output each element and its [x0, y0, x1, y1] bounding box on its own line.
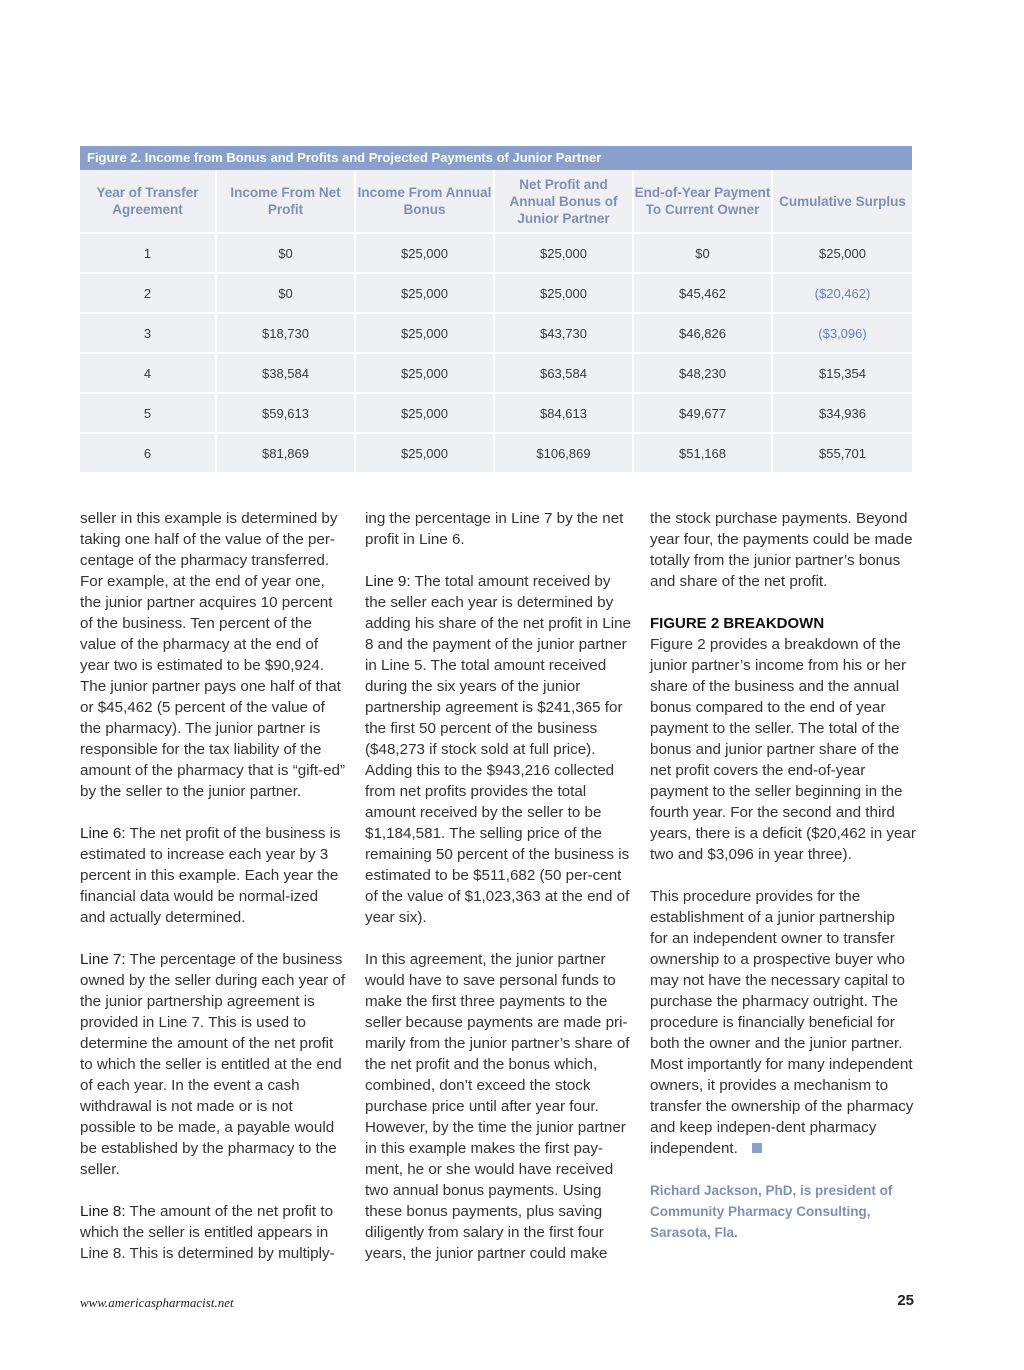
line-8-text: The amount of the net profit to which the seller is entitled appears in Line 8. This is determined by multiply-	[80, 1203, 335, 1262]
cell: 4	[80, 354, 217, 394]
cell: $45,462	[634, 274, 773, 314]
table-row	[80, 274, 912, 314]
cell: $25,000	[356, 234, 495, 274]
cell: 6	[80, 434, 217, 474]
cell: $59,613	[217, 394, 356, 434]
figure-2	[80, 146, 912, 474]
cell: 3	[80, 314, 217, 354]
paragraph: seller in this example is determined by taking one half of the value of the per-centage of the pharmacy transferred. For example, at the end of year one, the junior partner acquires 10 percent of the business. Ten percent of the value of the pharmacy at the end of year two is estimated to be $90,924. The junior partner pays one half of that or $45,462 (5 percent of the value of the pharmacy). The junior partner is responsible for the tax liability of the amount of the pharmacy that is “gift-ed” by the seller to the junior partner.	[80, 510, 346, 800]
line-6-label: Line 6:	[80, 825, 126, 842]
line-9-text: The total amount received by the seller each year is determined by adding his share of the net profit in Line 8 and the payment of the junior partner in Line 5. The total amount received during the six years of the junior partnership agreement is $241,365 for the first 50 percent of the business ($48,273 if stock sold at full price). Adding this to the $943,216 collected from net profits provides the total amount received by the seller to be $1,184,581. The selling price of the remaining 50 percent of the business is estimated to be $511,682 (50 per-cent of the value of $1,023,363 at the end of year six).	[365, 573, 631, 926]
cell-negative: ($3,096)	[773, 314, 912, 354]
cell: $48,230	[634, 354, 773, 394]
cell: $18,730	[217, 314, 356, 354]
cell: $25,000	[356, 314, 495, 354]
cell: $63,584	[495, 354, 634, 394]
cell: $25,000	[356, 434, 495, 474]
header-income-annual-bonus: Income From Annual Bonus	[356, 170, 495, 234]
table-row	[80, 354, 912, 394]
article-column-3	[650, 508, 916, 1243]
page-number: 25	[897, 1292, 914, 1309]
header-year: Year of Transfer Agreement	[80, 170, 217, 234]
header-end-of-year-payment: End-of-Year Payment To Current Owner	[634, 170, 773, 234]
table-row	[80, 234, 912, 274]
table-row	[80, 394, 912, 434]
cell: $106,869	[495, 434, 634, 474]
line-8-label: Line 8:	[80, 1203, 126, 1220]
cell: $49,677	[634, 394, 773, 434]
cell: $25,000	[773, 234, 912, 274]
line-9-label: Line 9:	[365, 573, 411, 590]
header-cumulative-surplus: Cumulative Surplus	[773, 170, 912, 234]
closing-text: This procedure provides for the establishment of a junior partnership for an independent owner to transfer ownership to a prospective buyer who may not have the necessary capital to purchase the pharmacy outright. The procedure is financially beneficial for both the owner and the junior partner. Most importantly for many independent owners, it provides a mechanism to transfer the ownership of the pharmacy and keep indepen-dent pharmacy independent.	[650, 888, 914, 1157]
cell-negative: ($20,462)	[773, 274, 912, 314]
header-net-profit-and-bonus: Net Profit and Annual Bonus of Junior Partner	[495, 170, 634, 234]
cell: $0	[217, 274, 356, 314]
cell: $55,701	[773, 434, 912, 474]
cell: $25,000	[356, 354, 495, 394]
paragraph: In this agreement, the junior partner would have to save personal funds to make the first three payments to the seller because payments are made pri-marily from the junior partner’s share of the net profit and the bonus which, combined, don’t exceed the stock purchase price until after year four. However, by the time the junior partner in this example makes the first pay-ment, he or she would have received two annual bonus payments. Using these bonus payments, plus saving diligently from salary in the first four years, the junior partner could make	[365, 951, 630, 1262]
paragraph: the stock purchase payments. Beyond year four, the payments could be made totally from the junior partner’s bonus and share of the net profit.	[650, 510, 913, 590]
cell: $25,000	[495, 274, 634, 314]
cell: $84,613	[495, 394, 634, 434]
footer-url: www.americaspharmacist.net	[80, 1295, 234, 1310]
cell: $34,936	[773, 394, 912, 434]
header-income-net-profit: Income From Net Profit	[217, 170, 356, 234]
table-row	[80, 434, 912, 474]
line-7-label: Line 7:	[80, 951, 126, 968]
figure-table	[80, 170, 912, 474]
cell: $25,000	[356, 274, 495, 314]
table-header-row	[80, 170, 912, 234]
paragraph-closing	[650, 886, 916, 1159]
cell: $81,869	[217, 434, 356, 474]
cell: $38,584	[217, 354, 356, 394]
cell: $43,730	[495, 314, 634, 354]
line-6-text: The net profit of the business is estimated to increase each year by 3 percent in this example. Each year the financial data would be normal-ized and actually determined.	[80, 825, 341, 926]
paragraph-line-6	[80, 823, 346, 928]
figure-title: Figure 2. Income from Bonus and Profits and Projected Payments of Junior Partner	[80, 146, 912, 170]
cell: $46,826	[634, 314, 773, 354]
article-column-2	[365, 508, 631, 1285]
cell: $0	[217, 234, 356, 274]
article-column-1	[80, 508, 346, 1285]
paragraph-line-9	[365, 571, 631, 928]
cell: 5	[80, 394, 217, 434]
paragraph: ing the percentage in Line 7 by the net profit in Line 6.	[365, 510, 624, 548]
cell: $15,354	[773, 354, 912, 394]
cell: 1	[80, 234, 217, 274]
paragraph: Figure 2 provides a breakdown of the junior partner’s income from his or her share of the business and the annual bonus compared to the end of year payment to the seller. The total of the bonus and junior partner share of the net profit covers the end-of-year payment to the seller beginning in the fourth year. For the second and third years, there is a deficit ($20,462 in year two and $3,096 in year three).	[650, 636, 916, 863]
end-mark-icon	[752, 1143, 762, 1153]
cell: $25,000	[495, 234, 634, 274]
cell: $51,168	[634, 434, 773, 474]
line-7-text: The percentage of the business owned by the seller during each year of the junior partnership agreement is provided in Line 7. This is used to determine the amount of the net profit to which the seller is entitled at the end of each year. In the event a cash withdrawal is not made or is not possible to be made, a payable would be established by the pharmacy to the seller.	[80, 951, 346, 1178]
cell: 2	[80, 274, 217, 314]
cell: $25,000	[356, 394, 495, 434]
table-row	[80, 314, 912, 354]
cell: $0	[634, 234, 773, 274]
paragraph-line-8	[80, 1201, 346, 1264]
section-heading: FIGURE 2 BREAKDOWN	[650, 615, 825, 632]
author-bio: Richard Jackson, PhD, is president of Community Pharmacy Consulting, Sarasota, Fla.	[650, 1183, 893, 1240]
paragraph-line-7	[80, 949, 346, 1180]
